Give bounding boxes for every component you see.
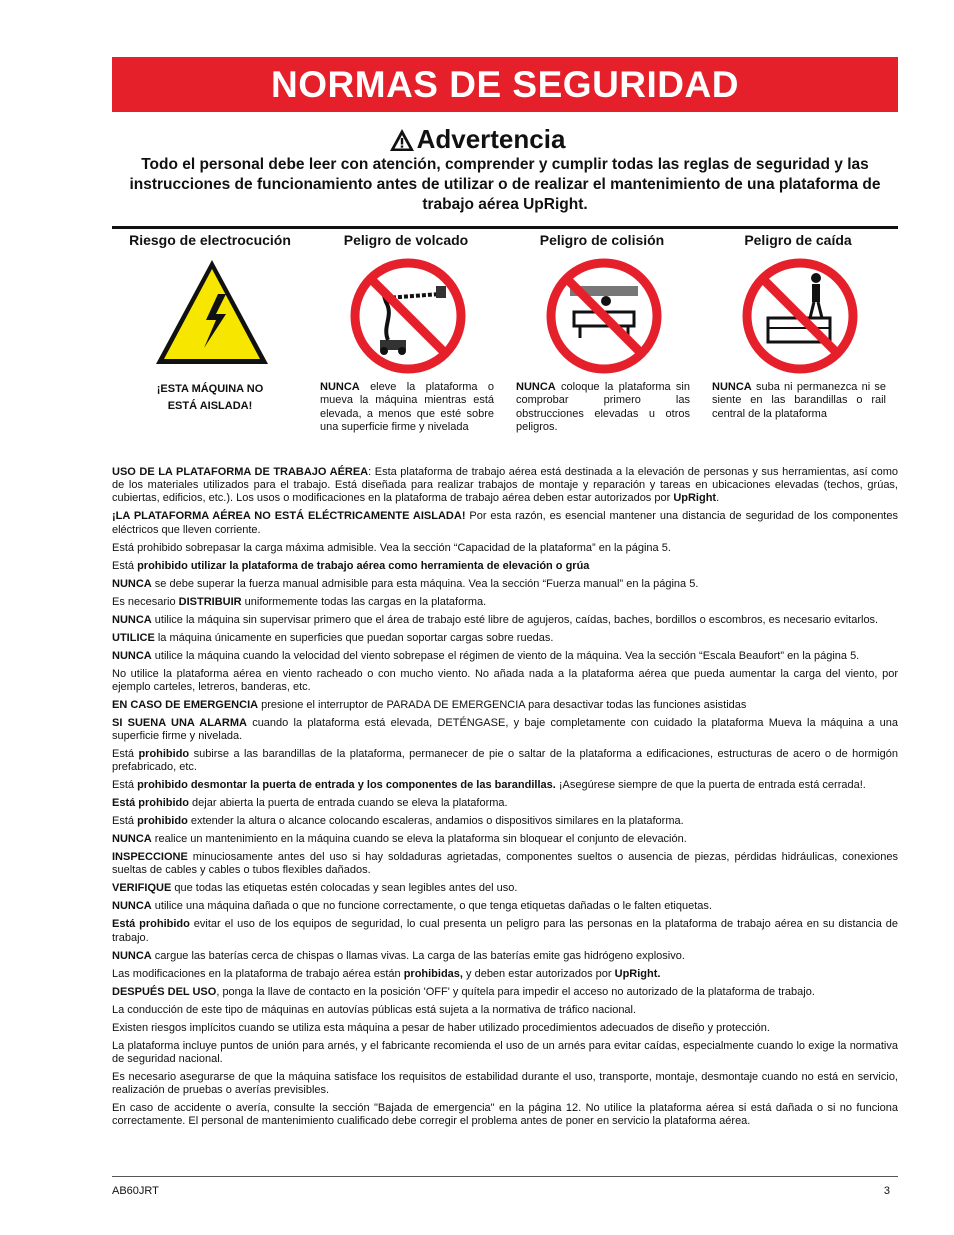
rule-text: y deben estar autorizados por: [462, 967, 615, 980]
hazard-tipover: [308, 231, 504, 456]
caption-bold: NUNCA: [712, 381, 752, 393]
rule-emphasis: Está prohibido: [112, 797, 189, 810]
safety-rule: [112, 668, 898, 694]
rule-text: En caso de accidente o avería, consulte la sección "Bajada de emergencia" en la página 12. No utilice la plataforma aérea si está dañada o si no funciona correctamente. El personal de mantenimiento cualificado debe corregir el problema antes de poner en servicio la plataforma aérea.: [112, 1102, 898, 1128]
rule-text: La conducción de este tipo de máquinas en autovías públicas está sujeta a la normativa de tráfico nacional.: [112, 1003, 637, 1016]
rule-text: Está: [112, 748, 139, 761]
rule-emphasis: NUNCA: [112, 649, 152, 662]
hazard-electrocution: [112, 231, 308, 456]
rule-text: Está: [112, 559, 138, 572]
rule-text: , ponga la llave de contacto en la posición 'OFF' y quítela para impedir el acceso no autorizado de la plataforma de trabajo.: [216, 985, 815, 998]
rule-text: cuando la plataforma está elevada, DETÉNGASE, y baje completamente con cuidado la plataforma Mueva la máquina a una superficie firme y nivelada.: [112, 716, 898, 743]
hazard-caption-line: ¡ESTA MÁQUINA NO: [156, 383, 264, 395]
safety-rule: [112, 578, 898, 591]
safety-rule: [112, 1071, 898, 1097]
safety-rule: [112, 797, 898, 810]
safety-rule: [112, 968, 898, 981]
safety-rule: [112, 779, 898, 792]
safety-rules: [112, 466, 898, 1133]
safety-rule: [112, 1022, 898, 1035]
hazard-caption: [516, 381, 690, 435]
footer-model: AB60JRT: [112, 1185, 159, 1197]
safety-rule: [112, 815, 898, 828]
rule-emphasis: NUNCA: [112, 900, 152, 913]
rule-emphasis: prohibido desmontar la puerta de entrada y los componentes de las barandillas.: [137, 779, 556, 792]
rule-emphasis: UTILICE: [112, 631, 155, 644]
safety-rule: [112, 1102, 898, 1128]
rule-text: : Esta plataforma de trabajo aérea está destinada a la elevación de personas y sus herramientas, así como de los materiales utilizados para el trabajo. Está diseñada para realizar trabajos de montaje y reparación y tareas en ubicaciones elevadas (techos, grúas, cubiertas, edificios, etc.). Los usos o modificaciones en la plataforma de trabajo aérea deben estar autorizados por: [112, 466, 898, 505]
hazard-title: Peligro de caída: [744, 232, 852, 248]
rule-text: utilice la máquina sin supervisar primero que el área de trabajo esté libre de agujeros, caídas, baches, bordillos o escombros, es necesario evitarlos.: [151, 613, 879, 626]
rule-emphasis: prohibidas,: [403, 967, 463, 980]
rule-emphasis: DESPUÉS DEL USO: [112, 985, 217, 998]
rule-emphasis: INSPECCIONE: [112, 851, 188, 864]
safety-rule: [112, 510, 898, 536]
hazard-caption: [712, 381, 886, 421]
safety-rule: [112, 542, 898, 555]
safety-rule: [112, 466, 898, 506]
rule-emphasis: UpRight.: [614, 967, 661, 980]
rule-text: Está prohibido sobrepasar la carga máxima admisible. Vea la sección “Capacidad de la plataforma” en la página 5.: [112, 541, 671, 554]
rule-text: .: [716, 492, 720, 505]
caption-bold: NUNCA: [320, 381, 360, 393]
hazard-title: Riesgo de electrocución: [129, 232, 291, 248]
safety-rule: [112, 748, 898, 774]
hazard-row: [112, 231, 898, 456]
rule-emphasis: VERIFIQUE: [112, 882, 172, 895]
rule-text: No utilice la plataforma aérea en viento racheado o con mucho viento. No añada nada a la plataforma aérea que pueda aumentar la carga del viento, por ejemplo carteles, letreros, banderas, etc.: [112, 667, 898, 693]
fall-prohibited-icon: [740, 256, 860, 376]
safety-rule: [112, 632, 898, 645]
rule-emphasis: DISTRIBUIR: [178, 595, 242, 608]
safety-rule: [112, 918, 898, 944]
rule-text: utilice la máquina cuando la velocidad del viento sobrepase el régimen de viento de la máquina. Vea la sección “Escala Beaufort” en la página 5.: [151, 649, 860, 662]
hazard-caption: [320, 381, 494, 435]
rule-text: Está: [112, 815, 138, 828]
safety-rule: [112, 614, 898, 627]
caption-text: coloque la plataforma sin comprobar primero las obstrucciones elevadas u otros peligros.: [516, 381, 690, 434]
safety-rule: [112, 1004, 898, 1017]
rule-emphasis: prohibido: [137, 815, 188, 828]
rule-text: Existen riesgos implícitos cuando se utiliza esta máquina a pesar de haber utilizado procedimientos adecuados de diseño y protección.: [112, 1021, 770, 1034]
caption-bold: NUNCA: [516, 381, 556, 393]
divider: [112, 226, 898, 229]
safety-rule: [112, 986, 898, 999]
rule-text: Es necesario: [112, 595, 179, 608]
rule-text: se debe superar la fuerza manual admisible para esta máquina. Vea la sección “Fuerza manual” en la página 5.: [151, 577, 699, 590]
safety-rule: [112, 950, 898, 963]
page-title: NORMAS DE SEGURIDAD: [271, 63, 739, 105]
safety-rule: [112, 851, 898, 877]
rule-text: Es necesario asegurarse de que la máquina satisface los requisitos de estabilidad durante el uso, transporte, montaje, desmontaje cuando no está en servicio, realización de pruebas o averías previsibles.: [112, 1070, 898, 1097]
rule-text: realice un mantenimiento en la máquina cuando se eleva la plataforma sin bloquear el conjunto de elevación.: [151, 833, 687, 846]
rule-text: ¡Asegúrese siempre de que la puerta de entrada está cerrada!.: [555, 779, 866, 792]
rule-text: cargue las baterías cerca de chispas o llamas vivas. La carga de las baterías emite gas hidrógeno explosivo.: [151, 949, 685, 962]
rule-emphasis: prohibido: [138, 748, 190, 761]
title-banner: [112, 57, 898, 112]
safety-rule: [112, 882, 898, 895]
tipover-prohibited-icon: [348, 256, 468, 376]
rule-text: minuciosamente antes del uso si hay soldaduras agrietadas, componentes sueltos o ausencia de piezas, pérdidas hidráulicas, conexiones sueltas de cables y cables o tubos flexibles dañados.: [112, 851, 898, 877]
rule-emphasis: prohibido utilizar la plataforma de trabajo aérea como herramienta de elevación o grúa: [137, 559, 590, 572]
rule-text: extender la altura o alcance colocando escaleras, andamios o dispositivos similares en la plataforma.: [187, 815, 684, 828]
rule-emphasis: Está prohibido: [112, 918, 190, 931]
rule-emphasis: EN CASO DE EMERGENCIA: [112, 698, 259, 711]
rule-text: presione el interruptor de PARADA DE EMERGENCIA para desactivar todas las funciones asistidas: [258, 698, 747, 711]
rule-text: Las modificaciones en la plataforma de trabajo aérea están: [112, 967, 404, 980]
rule-emphasis: UpRight: [673, 492, 717, 505]
hazard-caption-line: ESTÁ AISLADA!: [167, 400, 253, 412]
hazard-title: Peligro de volcado: [343, 232, 469, 248]
hazard-fall: [700, 231, 896, 456]
rule-text: utilice una máquina dañada o que no funcione correctamente, o que tenga etiquetas dañadas o le falten etiquetas.: [151, 900, 712, 913]
rule-emphasis: ¡LA PLATAFORMA AÉREA NO ESTÁ ELÉCTRICAMENTE AISLADA!: [112, 510, 466, 523]
warning-triangle-icon: [389, 128, 415, 152]
hazard-title: Peligro de colisión: [539, 232, 665, 248]
caption-text: eleve la plataforma o mueva la máquina mientras está elevada, a menos que esté sobre una superficie firme y nivelada: [320, 381, 494, 434]
rule-text: subirse a las barandillas de la plataforma, permanecer de pie o saltar de la plataforma a edificaciones, estructuras de acero o de hormigón prefabricado, etc.: [112, 748, 898, 774]
caption-text: suba ni permanezca ni se siente en las barandillas o rail central de la plataforma: [712, 381, 886, 420]
collision-prohibited-icon: [544, 256, 664, 376]
warning-heading: [0, 124, 954, 155]
safety-rule: [112, 1040, 898, 1066]
rule-emphasis: NUNCA: [112, 613, 152, 626]
rule-emphasis: NUNCA: [112, 833, 152, 846]
warning-intro: Todo el personal debe leer con atención, comprender y cumplir todas las reglas de seguridad y las instrucciones de funcionamiento antes de utilizar o de realizar el mantenimiento de una plataforma de trabajo aérea UpRight.: [129, 156, 881, 213]
safety-rule: [112, 650, 898, 663]
rule-text: evitar el uso de los equipos de seguridad, lo cual presenta un peligro para las personas en la plataforma de trabajo aérea en su distancia de trabajo.: [112, 918, 899, 944]
safety-rule: [112, 560, 898, 573]
safety-rule: [112, 596, 898, 609]
safety-rule: [112, 900, 898, 913]
electric-hazard-icon: [152, 256, 272, 376]
warning-title: Advertencia: [416, 124, 566, 154]
rule-text: dejar abierta la puerta de entrada cuando se eleva la plataforma.: [189, 797, 508, 810]
safety-rule: [112, 833, 898, 846]
rule-text: que todas las etiquetas estén colocadas y sean legibles antes del uso.: [171, 882, 518, 895]
rule-text: Por esta razón, es esencial mantener una distancia de seguridad de los componentes eléctricos que lleven corriente.: [112, 510, 898, 536]
rule-text: La plataforma incluye puntos de unión para arnés, y el fabricante recomienda el uso de un arnés para evitar caídas, especialmente cuando lo exige la normativa de seguridad nacional.: [112, 1039, 898, 1065]
rule-emphasis: USO DE LA PLATAFORMA DE TRABAJO AÉREA: [112, 466, 369, 478]
rule-text: Está: [112, 779, 138, 792]
hazard-collision: [504, 231, 700, 456]
rule-text: uniformemente todas las cargas en la plataforma.: [241, 595, 487, 608]
footer-divider: [112, 1176, 898, 1177]
rule-emphasis: NUNCA: [112, 577, 152, 590]
page-number: 3: [883, 1185, 890, 1197]
rule-text: la máquina únicamente en superficies que puedan soportar cargas sobre ruedas.: [154, 631, 554, 644]
safety-rule: [112, 717, 898, 743]
rule-emphasis: SI SUENA UNA ALARMA: [112, 716, 247, 729]
hazard-caption: [112, 381, 308, 415]
rule-emphasis: NUNCA: [112, 949, 152, 962]
safety-rule: [112, 699, 898, 712]
